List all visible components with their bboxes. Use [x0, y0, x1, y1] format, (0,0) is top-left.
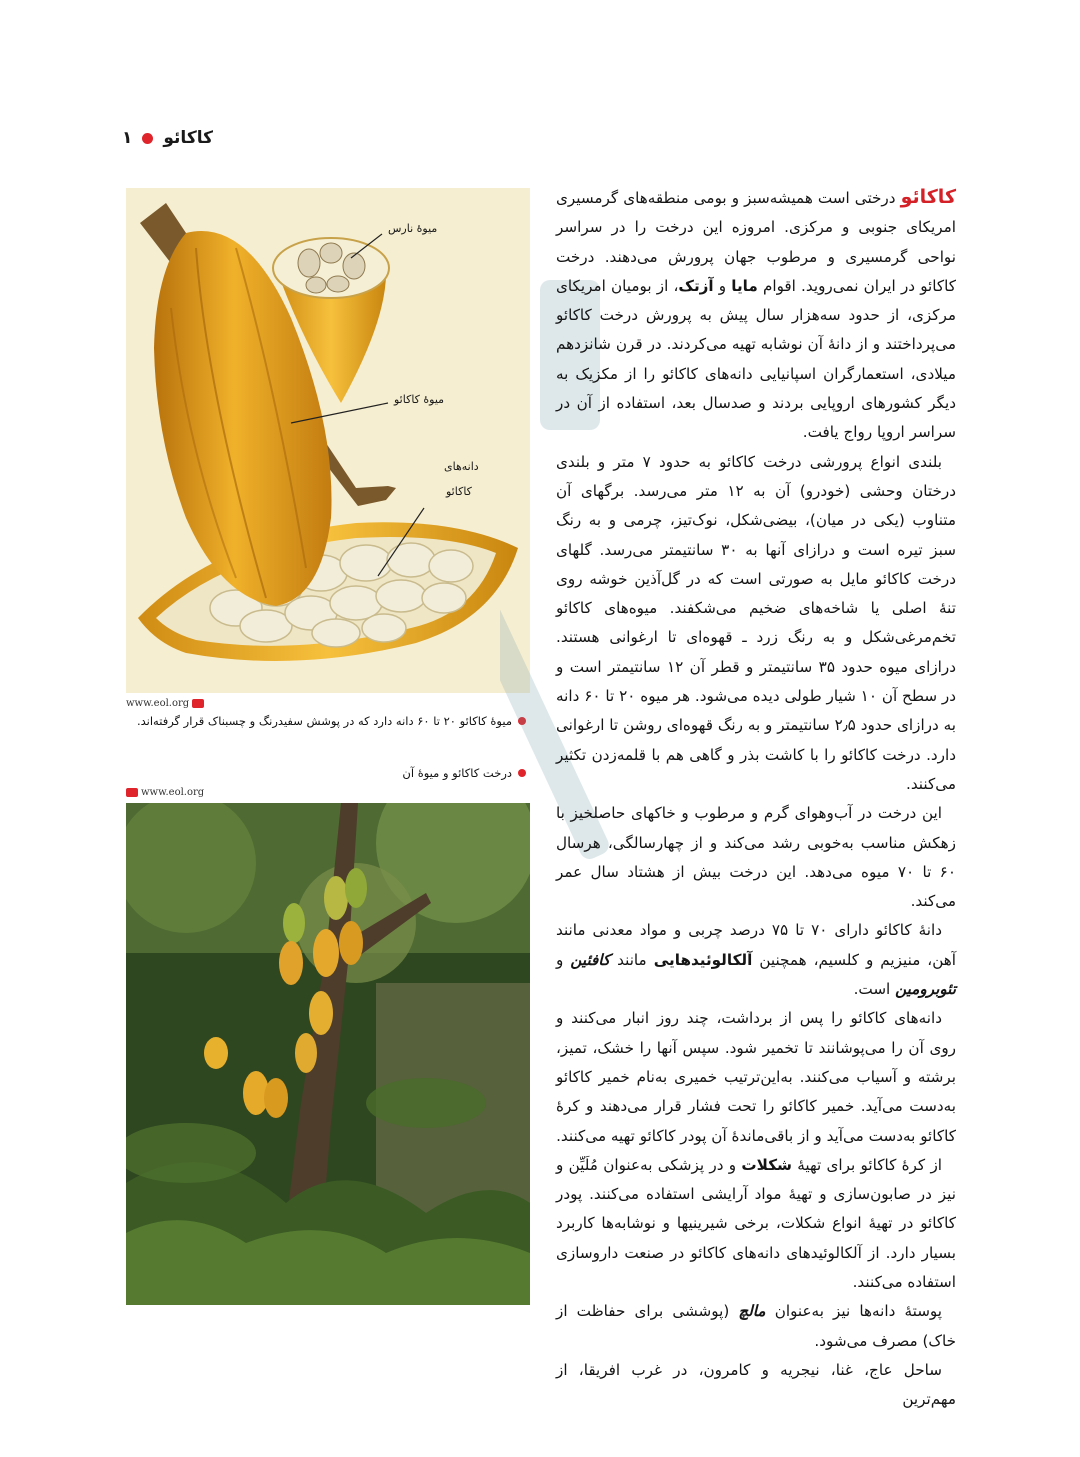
lead-word: کاکائو — [900, 186, 956, 208]
text-run: (پوششی برای حفاظت از خاک) مصرف می‌شود. — [556, 1302, 956, 1350]
cacao-tree-drawing — [126, 803, 530, 1305]
cacao-tree-photo — [126, 803, 530, 1305]
paragraph-3: این درخت در آب‌وهوای گرم و مرطوب و خاکهای حاصلخیز با زهکش مناسب به‌خوبی رشد می‌کند و از چهارسالگی، هرسال ۶۰ تا ۷۰ میوه می‌دهد. این درخت بیش از هشتاد سال عمر می‌کند. — [556, 804, 956, 911]
figure1-credit-text: www.eol.org — [126, 698, 190, 709]
label-seeds-2: کاکائو — [446, 485, 472, 498]
cacao-illustration — [126, 188, 530, 693]
text-run: مانند — [610, 950, 654, 969]
paragraph-4 — [556, 916, 956, 1004]
label-young-fruit: میوهٔ نارس — [388, 222, 438, 235]
text-run: و — [713, 276, 732, 295]
italic-term-mulch: مالچ — [738, 1302, 766, 1321]
figure1-credit — [126, 698, 204, 709]
caption-dot-icon — [518, 717, 526, 725]
camera-icon — [192, 699, 204, 708]
italic-term-theobromine: تئوبرومین — [895, 980, 956, 999]
page-header — [122, 122, 213, 154]
text-run: از کرهٔ کاکائو برای تهیهٔ — [791, 1155, 943, 1174]
paragraph-7 — [556, 1297, 956, 1356]
figure2-credit — [126, 787, 204, 798]
italic-term-caffeine: کافئین — [570, 950, 611, 969]
label-fruit: میوهٔ کاکائو — [394, 393, 445, 406]
paragraph-5: دانه‌های کاکائو را پس از برداشت، چند روز انبار می‌کنند و روی آن را می‌پوشانند تا تخمیر شود. سپس آنها را خشک، تمیز، برشته و آسیاب می‌کنند. به‌این‌ترتیب خمیری به‌نام خمیر کاکائو به‌دست می‌آید. خمیر کاکائو را تحت فشار قرار می‌دهند و کرهٔ کاکائو به‌دست می‌آید و از باقی‌ماندهٔ آن پودر کاکائو تهیه می‌کنند. — [556, 1009, 956, 1145]
paragraph-1 — [556, 183, 956, 448]
bold-term-aztec: آزتک — [678, 276, 714, 295]
text-run: دانهٔ کاکائو دارای ۷۰ تا ۷۵ درصد چربی و مواد معدنی مانند آهن، منیزیم و کلسیم، همچنین — [556, 921, 956, 969]
figure2-credit-text: www.eol.org — [141, 787, 205, 798]
paragraph-6 — [556, 1151, 956, 1297]
text-run: و — [556, 950, 571, 969]
figure2-caption — [122, 766, 526, 780]
text-run: و در پزشکی به‌عنوان مُلَیِّن و نیز در صابون‌سازی و تهیهٔ مواد آرایشی استفاده می‌کنند. پودر کاکائو در تهیهٔ انواع شکلات، برخی شیرینیها و نوشابه‌ها کاربرد بسیار دارد. از آلکالوئیدهای دانه‌های کاکائو در صنعت داروسازی استفاده می‌کنند. — [556, 1155, 956, 1291]
header-dot-icon — [142, 133, 153, 144]
text-run: پوستهٔ دانه‌ها نیز به‌عنوان — [765, 1302, 942, 1321]
label-seeds-1: دانه‌های — [444, 460, 479, 473]
figure2-caption-text: درخت کاکائو و میوهٔ آن — [402, 766, 512, 780]
camera-icon — [126, 788, 138, 797]
page-number: ۱ — [122, 128, 133, 148]
caption-dot-icon — [518, 769, 526, 777]
paragraph-2: بلندی انواع پرورشی درخت کاکائو به حدود ۷ متر و بلندی درختان وحشی (خودرو) آن به ۱۲ متر می‌رسد. برگهای آن متناوب (یکی در میان)، بیضی‌شکل، نوک‌تیز، چرمی و به رنگ سبز تیره است و درازای آنها به ۳۰ سانتیمتر می‌رسد. گلهای درخت کاکائو مایل به صورتی است که در گل‌آذین خوشه روی تنهٔ اصلی یا شاخه‌های ضخیم می‌شکفند. میوه‌های کاکائو تخم‌مرغی‌شکل و به رنگ زرد ـ قهوه‌ای تا ارغوانی هستند. درازای میوه حدود ۳۵ سانتیمتر و قطر آن ۱۲ سانتیمتر است و در سطح آن ۱۰ شیار طولی دیده می‌شود. هر میوه ۲۰ تا ۶۰ دانه به درازای حدود ۲٫۵ سانتیمتر و به رنگ قهوه‌ای روشن تا ارغوانی دارد. درخت کاکائو را با کاشت بذر و گاهی هم با قلمه‌زدن تکثیر می‌کنند. — [556, 452, 956, 793]
bold-term-maya: مایا — [731, 276, 758, 295]
article-body — [556, 183, 956, 1414]
text-run: است. — [853, 980, 896, 999]
paragraph-8: ساحل عاج، غنا، نیجریه و کامرون، در غرب افریقا، از مهم‌ترین — [556, 1360, 956, 1409]
cacao-pod-drawing — [126, 188, 530, 693]
bold-term-alkaloids: آلکالوئیدهایی — [653, 950, 753, 969]
page-title: کاکائو — [163, 128, 213, 148]
text-run: درختی است همیشه‌سبز و بومی منطقه‌های گرمسیری امریکای جنوبی و مرکزی. امروزه این درخت را در سراسر نواحی گرمسیری و مرطوب جهان پرورش می‌دهند. درخت کاکائو در ایران نمی‌روید. اقوام — [556, 189, 956, 295]
text-run: ، از بومیان امریکای مرکزی، از حدود سه‌هزار سال پیش به پرورش درخت کاکائو می‌پرداختند و از دانهٔ آن نوشابه تهیه می‌کردند. در قرن شانزدهم میلادی، استعمارگران اسپانیایی دانه‌های کاکائو را از مکزیک به دیگر کشورهای اروپایی بردند و صدسال بعد، استفاده از آن در سراسر اروپا رواج یافت. — [556, 276, 956, 442]
bold-term-chocolate: شکلات — [741, 1155, 792, 1174]
figure1-caption — [122, 714, 526, 728]
figure1-caption-text: میوهٔ کاکائو ۲۰ تا ۶۰ دانه دارد که در پوشش سفیدرنگ و چسبناک قرار گرفته‌اند. — [136, 714, 512, 728]
